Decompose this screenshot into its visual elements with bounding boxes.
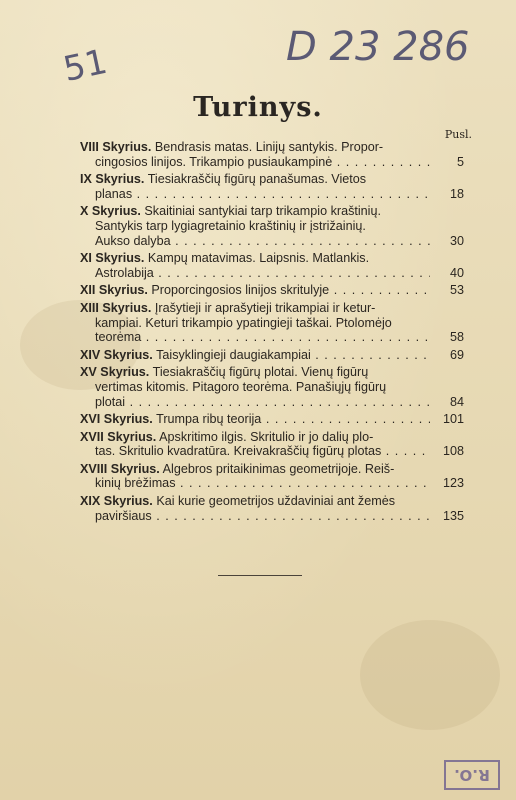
chapter-title-line: Algebros pritaikinimas geometrijoje. Reiš- bbox=[162, 461, 395, 476]
chapter-number: XIV Skyrius. bbox=[80, 347, 153, 362]
toc-entry bbox=[80, 301, 464, 345]
chapter-title-line: Tiesiakraščių figūrų panašumas. Vietos bbox=[147, 172, 367, 187]
toc-entry bbox=[80, 365, 464, 409]
chapter-title-line: Skaitiniai santykiai tarp trikampio kraštinių. bbox=[144, 204, 381, 219]
library-stamp: R.O. bbox=[444, 760, 500, 790]
chapter-number: XV Skyrius. bbox=[80, 365, 150, 380]
chapter-title-line: teorėma bbox=[95, 330, 142, 345]
page-number: 5 bbox=[456, 154, 464, 169]
chapter-number: VIII Skyrius. bbox=[80, 140, 152, 154]
table-of-contents bbox=[80, 140, 464, 526]
handwritten-right: D 23 286 bbox=[286, 24, 470, 70]
toc-entry bbox=[80, 172, 464, 201]
chapter-number: XIX Skyrius. bbox=[80, 494, 153, 509]
chapter-title-line: cingosios linijos. Trikampio pusiaukampinė bbox=[95, 154, 333, 169]
chapter-title-line: paviršiaus bbox=[95, 508, 152, 523]
chapter-title-line: plotai bbox=[95, 394, 126, 409]
page-column-label: Pusl. bbox=[444, 128, 472, 141]
page-number: 84 bbox=[449, 394, 464, 409]
chapter-title-line: kampiai. Keturi trikampio ypatingieji taškai. Ptolomėjo bbox=[95, 315, 392, 330]
chapter-title-line: Tiesiakraščių figūrų plotai. Vienų figūrų bbox=[152, 365, 369, 380]
chapter-title-line: vertimas kitomis. Pitagoro teorėma. Panašiųjų figūrų bbox=[95, 379, 387, 394]
page-title: Turinys. bbox=[193, 92, 323, 123]
toc-entry bbox=[80, 140, 464, 169]
chapter-title-line: Kampų matavimas. Laipsnis. Matlankis. bbox=[147, 251, 370, 266]
chapter-title-line: Kai kurie geometrijos uždaviniai ant žemės bbox=[156, 494, 396, 509]
handwritten-notation bbox=[60, 8, 500, 98]
page-number: 108 bbox=[442, 444, 464, 459]
toc-entry bbox=[80, 348, 464, 363]
page-number: 69 bbox=[449, 347, 464, 362]
toc-entry bbox=[80, 204, 464, 248]
toc-entry bbox=[80, 462, 464, 491]
chapter-title-line: Taisyklingieji daugiakampiai bbox=[156, 347, 311, 362]
chapter-number: XVIII Skyrius. bbox=[80, 461, 160, 476]
toc-entry bbox=[80, 430, 464, 459]
toc-entry bbox=[80, 283, 464, 298]
page-number: 40 bbox=[449, 265, 464, 280]
chapter-title-line: Santykis tarp lygiagretainio kraštinių ir įstrižainių. bbox=[95, 218, 366, 233]
divider bbox=[218, 575, 302, 576]
chapter-number: XVI Skyrius. bbox=[80, 412, 153, 427]
toc-entry bbox=[80, 251, 464, 280]
page-number: 30 bbox=[449, 233, 464, 248]
chapter-title-line: Aukso dalyba bbox=[95, 233, 171, 248]
chapter-title-line: Trumpa ribų teorija bbox=[156, 412, 262, 427]
chapter-title-line: tas. Skritulio kvadratūra. Kreivakraščių figūrų plotas bbox=[95, 444, 382, 459]
page-number: 53 bbox=[449, 283, 464, 298]
page-number: 101 bbox=[442, 412, 464, 427]
chapter-number: XII Skyrius. bbox=[80, 283, 148, 298]
page-number: 123 bbox=[442, 476, 464, 491]
page-number: 58 bbox=[449, 330, 464, 345]
chapter-title-line: Proporcingosios linijos skritulyje bbox=[151, 283, 330, 298]
toc-entry bbox=[80, 494, 464, 523]
toc-entry bbox=[80, 412, 464, 427]
chapter-number: X Skyrius. bbox=[80, 204, 141, 219]
page-number: 18 bbox=[449, 186, 464, 201]
handwritten-left: 51 bbox=[60, 41, 111, 90]
chapter-title-line: Įrašytieji ir aprašytieji trikampiai ir ketur- bbox=[154, 300, 376, 315]
chapter-title-line: Apskritimo ilgis. Skritulio ir jo dalių plo- bbox=[159, 429, 374, 444]
chapter-number: IX Skyrius. bbox=[80, 172, 145, 187]
chapter-number: XVII Skyrius. bbox=[80, 429, 157, 444]
chapter-number: XI Skyrius. bbox=[80, 251, 145, 266]
paper-stain bbox=[360, 620, 500, 730]
chapter-title-line: kinių brėžimas bbox=[95, 476, 176, 491]
chapter-title-line: Bendrasis matas. Linijų santykis. Propor- bbox=[154, 140, 384, 154]
page-number: 135 bbox=[442, 508, 464, 523]
chapter-title-line: planas bbox=[95, 186, 133, 201]
chapter-number: XIII Skyrius. bbox=[80, 300, 152, 315]
chapter-title-line: Astrolabija bbox=[95, 265, 154, 280]
